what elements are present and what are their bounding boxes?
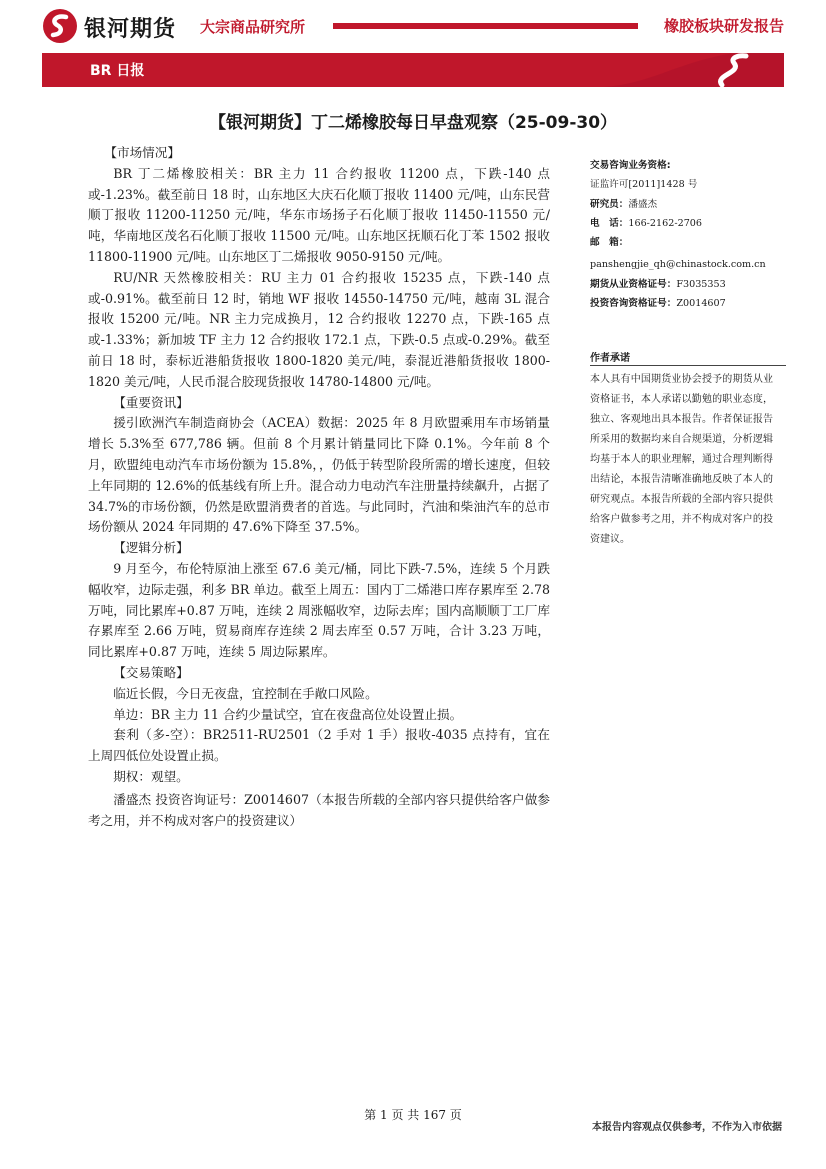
page-number: 第 1 页 共 167 页 <box>364 1108 462 1122</box>
paragraph-strategy-1: 临近长假，今日无夜盘，宜控制在手敞口风险。 <box>113 685 378 701</box>
paragraph-logic: 9 月至今，布伦特原油上涨至 67.6 美元/桶，同比下跌-7.5%，连续 5 个月跌幅收窄，边际走强，利多 BR 单边。截至上周五：国内丁二烯港口库存累库至 2.78 万吨，同比累库+0.87 万吨，连续 2 周涨幅收窄，边际去库；国内高顺顺丁工厂库存累库至 2.66 万吨，贸易商库存连续 2 周去库至 0.57 万吨，合计 3.23 万吨，同比累库+0.87 万吨，连续 5 周边际累库。 <box>88 560 550 660</box>
sidebar-contact <box>590 156 786 313</box>
section-heading-strategy: 【交易策略】 <box>113 664 189 680</box>
signoff: 潘盛杰 投资咨询证号：Z0014607（本报告所载的全部内容只提供给客户做参考之用，并不构成对客户的投资建议） <box>88 791 550 828</box>
phone-label: 电 话： <box>590 217 629 229</box>
paragraph-strategy-4: 期权：观望。 <box>113 768 189 784</box>
paragraph-strategy-2: 单边：BR 主力 11 合约少量试空，宜在夜盘高位处设置止损。 <box>113 706 463 722</box>
futures-cert-label: 期货从业资格证号： <box>590 278 677 290</box>
paragraph-ru-nr: RU/NR 天然橡胶相关：RU 主力 01 合约报收 15235 点，下跌-140 点或-0.91%。截至前日 12 时，销地 WF 报收 14550-14750 元/吨，越南 3L 混合报收 15200 元/吨。NR 主力完成换月，12 合约报收 12270 点，下跌-165 点或-1.33%；新加坡 TF 主力 12 合约报收 172.1 点，下跌-0.5 点或-0.29%。截至前日 18 时，泰标近港船货报收 1800-1820 美元/吨，泰混近港船货报收 1800-1820 美元/吨，人民币混合胶现货报收 14780-14800 元/吨。 <box>88 269 550 389</box>
advisory-cert-label: 投资咨询资格证号： <box>590 298 677 310</box>
brand-name: 银河期货 <box>84 17 177 42</box>
galaxy-s-logo-icon <box>42 8 78 44</box>
researcher-label: 研究员： <box>590 198 629 210</box>
swoosh-decoration-icon <box>564 53 784 87</box>
paragraph-news: 援引欧洲汽车制造商协会（ACEA）数据：2025 年 8 月欧盟乘用车市场销量增长 5.3%至 677,786 辆。但前 8 个月累计销量同比下降 0.1%。今年前 8 个月，欧盟纯电动汽车市场份额为 15.8%，，仍低于转型阶段所需的增长速度，但较上年同期的 12.6%的低基线有所上升。混合动力电动汽车注册量持续飙升，占据了 34.7%的市场份额，仍然是欧盟消费者的首选。与此同时，汽油和柴油汽车的总市场份额从 2024 年同期的 47.6%下降至 37.5%。 <box>88 415 550 535</box>
section-heading-news: 【重要资讯】 <box>113 394 189 410</box>
main-content <box>88 143 550 831</box>
page-title: 【银河期货】丁二烯橡胶每日早盘观察（25-09-30） <box>208 113 618 133</box>
email-value: panshengjie_qh@chinastock.com.cn <box>590 259 766 271</box>
commitment-title: 作者承诺 <box>590 353 630 364</box>
phone-value: 166-2162-2706 <box>628 217 703 229</box>
footer-disclaimer: 本报告内容观点仅供参考，不作为入市依据 <box>592 1122 782 1133</box>
futures-cert-value: F3035353 <box>676 278 726 290</box>
institute-name: 大宗商品研究所 <box>200 18 306 36</box>
commitment-divider <box>590 365 786 366</box>
banner-label: BR 日报 <box>90 63 145 79</box>
page-header <box>0 0 826 50</box>
section-heading-logic: 【逻辑分析】 <box>113 540 189 556</box>
paragraph-br: BR 丁二烯橡胶相关：BR 主力 11 合约报收 11200 点，下跌-140 点或-1.23%。截至前日 18 时，山东地区大庆石化顺丁报收 11400 元/吨，山东民营顺丁报收 11200-11250 元/吨，华东市场扬子石化顺丁报收 11450-11550 元/吨，华南地区茂名石化顺丁报收 11500 元/吨。山东地区抚顺石化丁苯 1502 报收 11800-11900 元/吨。山东地区丁二烯报收 9050-9150 元/吨。 <box>88 165 550 264</box>
license-number: 证监许可[2011]1428 号 <box>590 179 698 191</box>
researcher-name: 潘盛杰 <box>628 198 658 210</box>
paragraph-strategy-3: 套利（多-空）：BR2511-RU2501（2 手对 1 手）报收-4035 点持有，宜在上周四低位处设置止损。 <box>88 727 550 764</box>
header-divider <box>333 23 638 29</box>
qualification-label: 交易咨询业务资格: <box>590 160 671 171</box>
email-label: 邮 箱： <box>590 237 629 249</box>
commitment-text: 本人具有中国期货业协会授予的期货从业资格证书，本人承诺以勤勉的职业态度，独立、客观地出具本报告。作者保证报告所采用的数据均来自合规渠道，分析逻辑均基于本人的职业理解，通过合理判断得出结论，本报告清晰准确地反映了本人的研究观点。本报告所载的全部内容只提供给客户做参考之用，并不构成对客户的投资建议。 <box>590 374 773 545</box>
report-banner <box>42 53 784 87</box>
advisory-cert-value: Z0014607 <box>676 298 726 310</box>
section-heading-market: 【市场情况】 <box>104 145 180 160</box>
report-type: 橡胶板块研发报告 <box>663 17 784 35</box>
